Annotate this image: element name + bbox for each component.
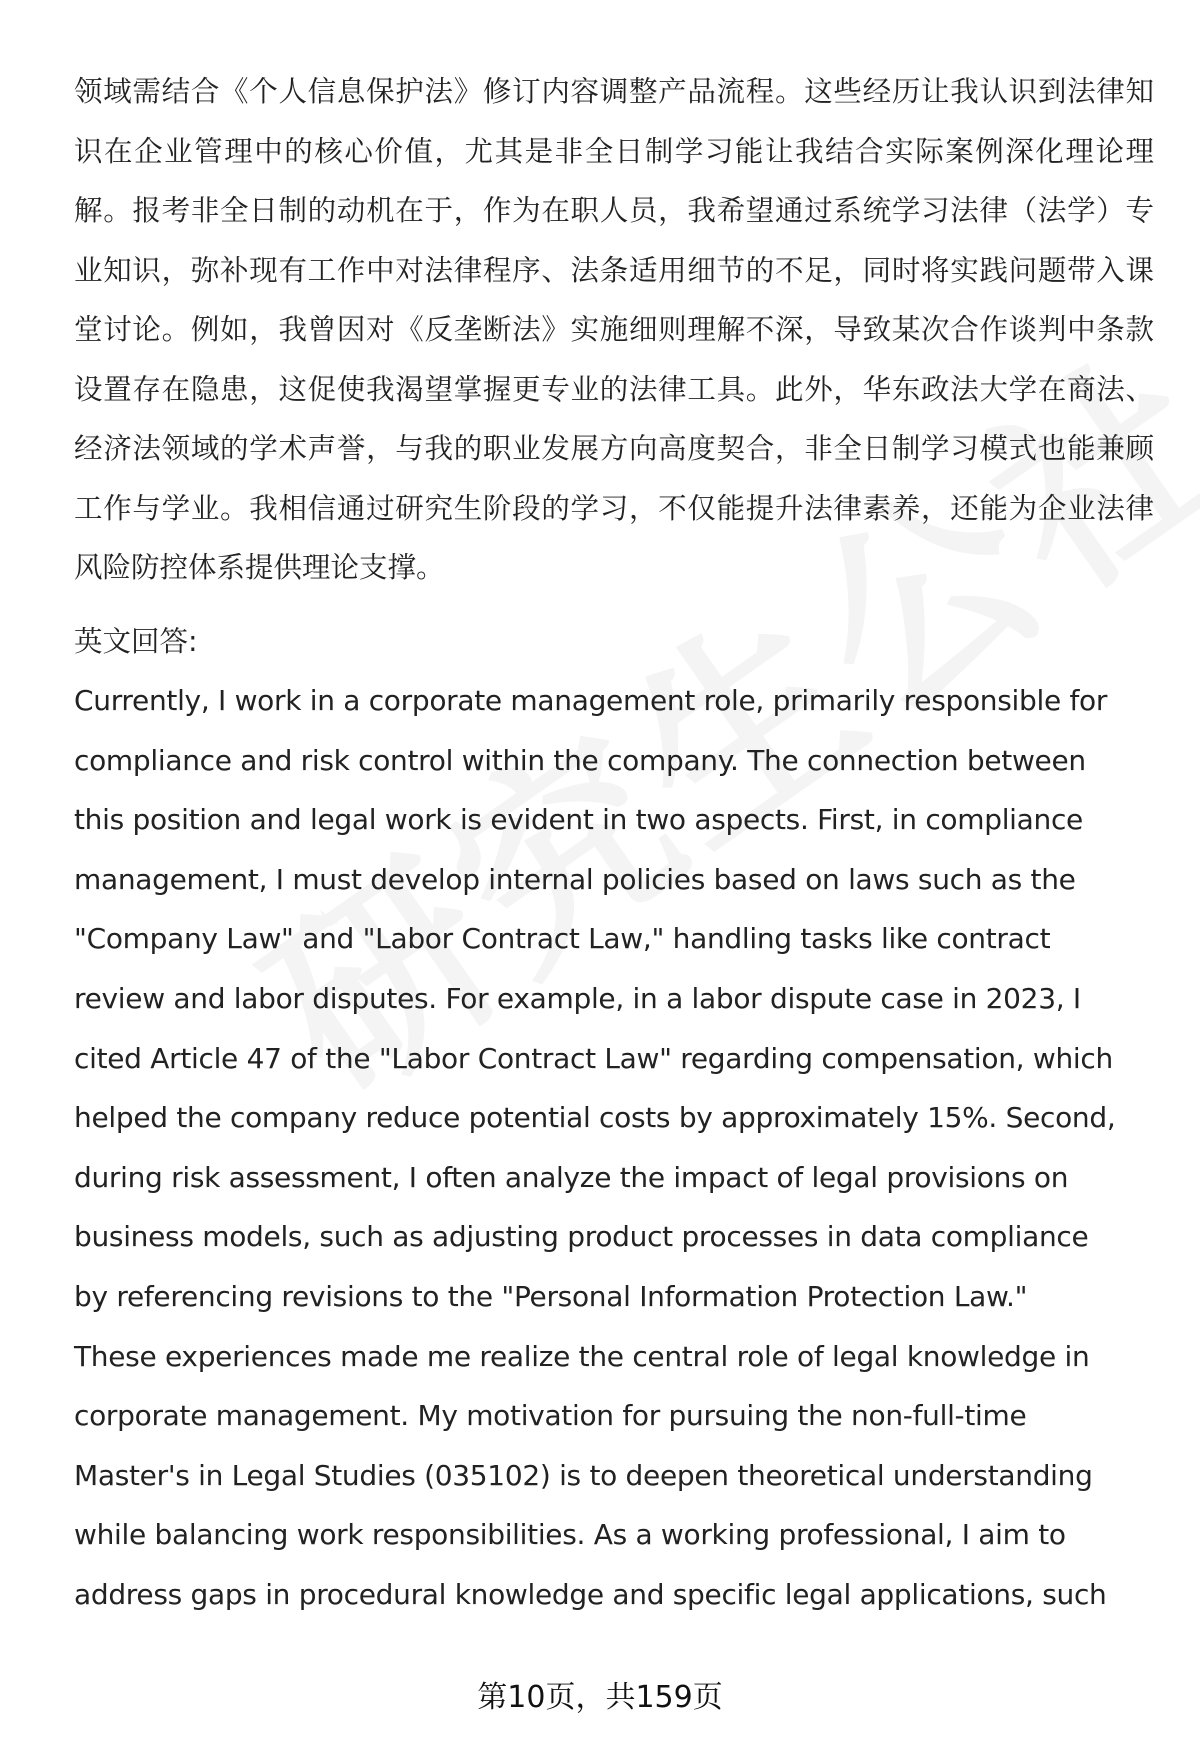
english-line: Master's in Legal Studies (035102) is to deepen theoretical understanding — [74, 1458, 1093, 1492]
english-line: corporate management. My motivation for pursuing the non-full-time — [74, 1399, 1027, 1433]
english-line: during risk assessment, I often analyze the impact of legal provisions on — [74, 1160, 1069, 1194]
english-line: while balancing work responsibilities. As a working professional, I aim to — [74, 1518, 1066, 1552]
english-line: management, I must develop internal policies based on laws such as the — [74, 862, 1076, 896]
english-answer-paragraph — [74, 671, 1154, 1625]
english-line: address gaps in procedural knowledge and specific legal applications, such — [74, 1577, 1107, 1611]
english-line: compliance and risk control within the company. The connection between — [74, 743, 1086, 777]
chinese-answer-paragraph: 领域需结合《个人信息保护法》修订内容调整产品流程。这些经历让我认识到法律知识在企业管理中的核心价值，尤其是非全日制学习能让我结合实际案例深化理论理解。报考非全日制的动机在于，作为在职人员，我希望通过系统学习法律（法学）专业知识，弥补现有工作中对法律程序、法条适用细节的不足，同时将实践问题带入课堂讨论。例如，我曾因对《反垄断法》实施细则理解不深，导致某次合作谈判中条款设置存在隐患，这促使我渴望掌握更专业的法律工具。此外，华东政法大学在商法、经济法领域的学术声誉，与我的职业发展方向高度契合，非全日制学习模式也能兼顾工作与学业。我相信通过研究生阶段的学习，不仅能提升法律素养，还能为企业法律风险防控体系提供理论支撑。 — [74, 75, 1154, 584]
english-line: cited Article 47 of the "Labor Contract Law" regarding compensation, which — [74, 1041, 1113, 1075]
page-number-footer: 第10页，共159页 — [477, 1680, 723, 1715]
english-line: helped the company reduce potential costs by approximately 15%. Second, — [74, 1101, 1116, 1135]
english-line: business models, such as adjusting product processes in data compliance — [74, 1220, 1089, 1254]
english-line: Currently, I work in a corporate management role, primarily responsible for — [74, 684, 1108, 717]
english-line: this position and legal work is evident in two aspects. First, in compliance — [74, 803, 1083, 837]
english-line: review and labor disputes. For example, in a labor dispute case in 2023, I — [74, 981, 1081, 1015]
page-content — [74, 62, 1154, 1625]
english-answer-label: 英文回答: — [74, 624, 198, 658]
english-line: by referencing revisions to the "Personal Information Protection Law." — [74, 1279, 1028, 1313]
english-line: "Company Law" and "Labor Contract Law," handling tasks like contract — [74, 922, 1051, 956]
english-line: These experiences made me realize the central role of legal knowledge in — [74, 1339, 1090, 1373]
